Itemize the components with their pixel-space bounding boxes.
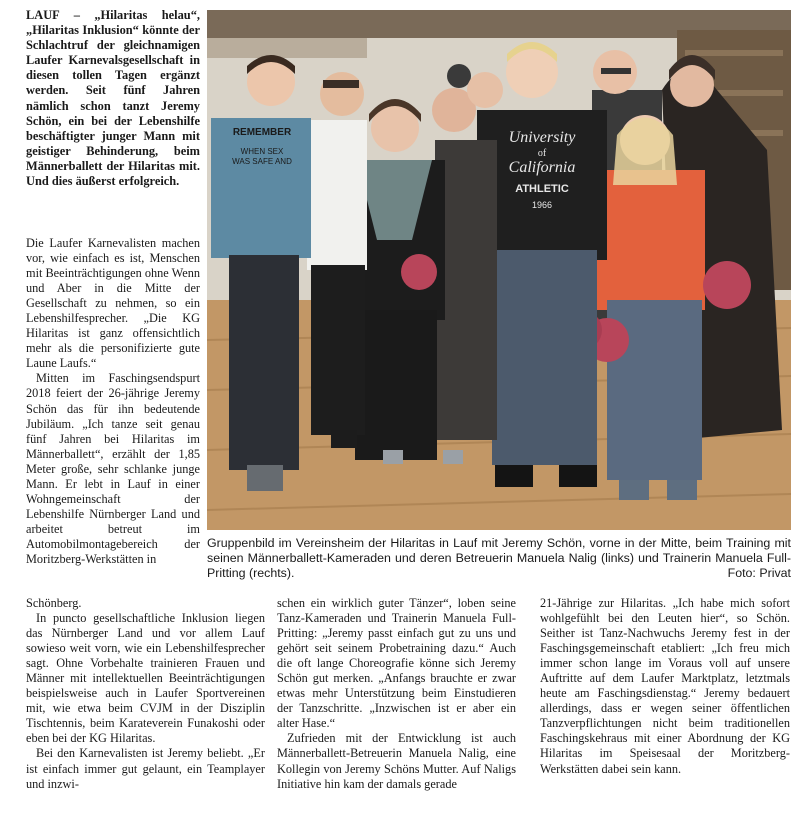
caption-text: Gruppenbild im Vereinsheim der Hilaritas in Lauf mit Jeremy Schön, vorne in der Mitte, beim Training mit seinen Männerballett-Kameraden und deren Betreuerin Manuela Nalig (links) und Trainerin Manuela Full-Pritting (rechts).: [207, 536, 791, 580]
dateline: LAUF –: [26, 8, 80, 22]
hoodie-print-4: ATHLETIC: [515, 183, 569, 195]
paragraph: In puncto gesellschaftliche Inklusion liegen das Nürnberger Land und vor allem Lauf sowieso weit vorn, wie ein Lebenshilfesprecher sagt. Ohne Vorbehalte trainieren Frauen und Männer mit intellektuellen Beeinträchtigungen beispielsweise auch in Laufer Sportvereinen mit, wie etwa beim CVJM in der Disziplin Tischtennis, beim Karateverein Funakoshi oder eben bei der KG Hilaritas.: [26, 611, 265, 746]
paragraph: schen ein wirklich guter Tänzer“, loben seine Tanz-Kameraden und Trainerin Manuela Full-Pritting: „Jeremy passt einfach gut zu uns und gehört seit seinem Probetraining dazu.“ Auch die oft lange Choreografie könne sich Jeremy Schön gut merken. „Anfangs brauchte er zwar etwas mehr Unterstützung beim Einstudieren der Tanzschritte. „Inzwischen ist er aber ein alter Hase.“: [277, 596, 516, 731]
photo-credit: Foto: Privat: [727, 566, 791, 580]
group-photo-illustration: [207, 10, 791, 530]
article-column-3: [540, 596, 790, 777]
paragraph: Mitten im Faschingsendspurt 2018 feiert der 26-jährige Jeremy Schön das für ihn bedeutende Jubiläum. „Ich tanze seit genau fünf Jahren bei Hilaritas im Männerballett“, erzählt der 1,85 Meter große, sehr schlanke junge Mann. Er lebt in Lauf in einer Wohngemeinschaft der Lebenshilfe Nürnberger Land und arbeitet betreut im Automobilmontagebereich der Moritzberg-Werkstätten in: [26, 371, 200, 566]
article-column-1-lower: [26, 596, 265, 792]
paragraph: 21-Jährige zur Hilaritas. „Ich habe mich sofort wohlgefühlt bei den Leuten hier“, so Schön. Seither ist Tanz-Nachwuchs Jeremy fest in der Faschingsgemeinschaft etabliert: „Ich freu mich immer schon lange im Voraus voll auf unsere Auftritte auf dem Laufer Marktplatz, letztmals heute am Faschingsdienstag.“ Jeremy bedauert allerdings, dass er wegen seiner öffentlichen Tanzverpflichtungen nicht beim traditionellen Faschingskehraus mit einer Abordnung der KG Hilaritas im Speisesaal der Moritzberg-Werkstätten dabei sein kann.: [540, 596, 790, 776]
hoodie-print-1: University: [508, 129, 576, 146]
paragraph: Zufrieden mit der Entwicklung ist auch Männerballett-Betreuerin Manuela Nalig, eine Kollegin von Jeremy Schöns Mutter. Auf Naligs Initiative hin kam der damals gerade: [277, 731, 516, 791]
hoodie-print-5: 1966: [531, 200, 553, 210]
paragraph: Bei den Karnevalisten ist Jeremy beliebt. „Er ist einfach immer gut gelaunt, ein Teamplayer und inzwi-: [26, 746, 265, 791]
article-lead: [26, 8, 200, 189]
group-photo: [207, 10, 791, 530]
article-column-1-upper: [26, 236, 200, 567]
photo-caption: [207, 536, 791, 581]
article-column-2: [277, 596, 516, 792]
paragraph: Schönberg.: [26, 596, 82, 610]
person-white-shirt: [307, 72, 367, 448]
paragraph: Die Laufer Karnevalisten machen vor, wie einfach es ist, Menschen mit Beeinträchtigungen ohne Wenn und Aber in die Mitte der Gesellschaft zu nehmen, so ein Lebenshilfesprecher. „Die KG Hilaritas ist ganz offensichtlich mehr als die personifizierte gute Laune Laufs.“: [26, 236, 200, 371]
tshirt-print-3: WAS SAFE AND: [232, 157, 292, 166]
tshirt-print-1: REMEMBER: [232, 127, 292, 138]
window-band: [207, 38, 367, 58]
tshirt-print-2: WHEN SEX: [240, 147, 284, 156]
hoodie-print-3: California: [508, 159, 576, 176]
lead-text: „Hilaritas helau“, „Hilaritas Inklusion“ könnte der Schlachtruf der gleichnamigen Laufer Karnevalsgesellschaft in diesen tollen Tagen ergänzt werden. Seit fünf Jahren nämlich schon tanzt Jeremy Schön, ein bei der Lebenshilfe beschäftigter junger Mann mit geistiger Behinderung, beim Männerballett der Hilaritas mit. Und dies äußerst erfolgreich.: [26, 8, 200, 189]
wall-clock-icon: [447, 64, 471, 88]
hoodie-print-2: of: [537, 148, 547, 159]
